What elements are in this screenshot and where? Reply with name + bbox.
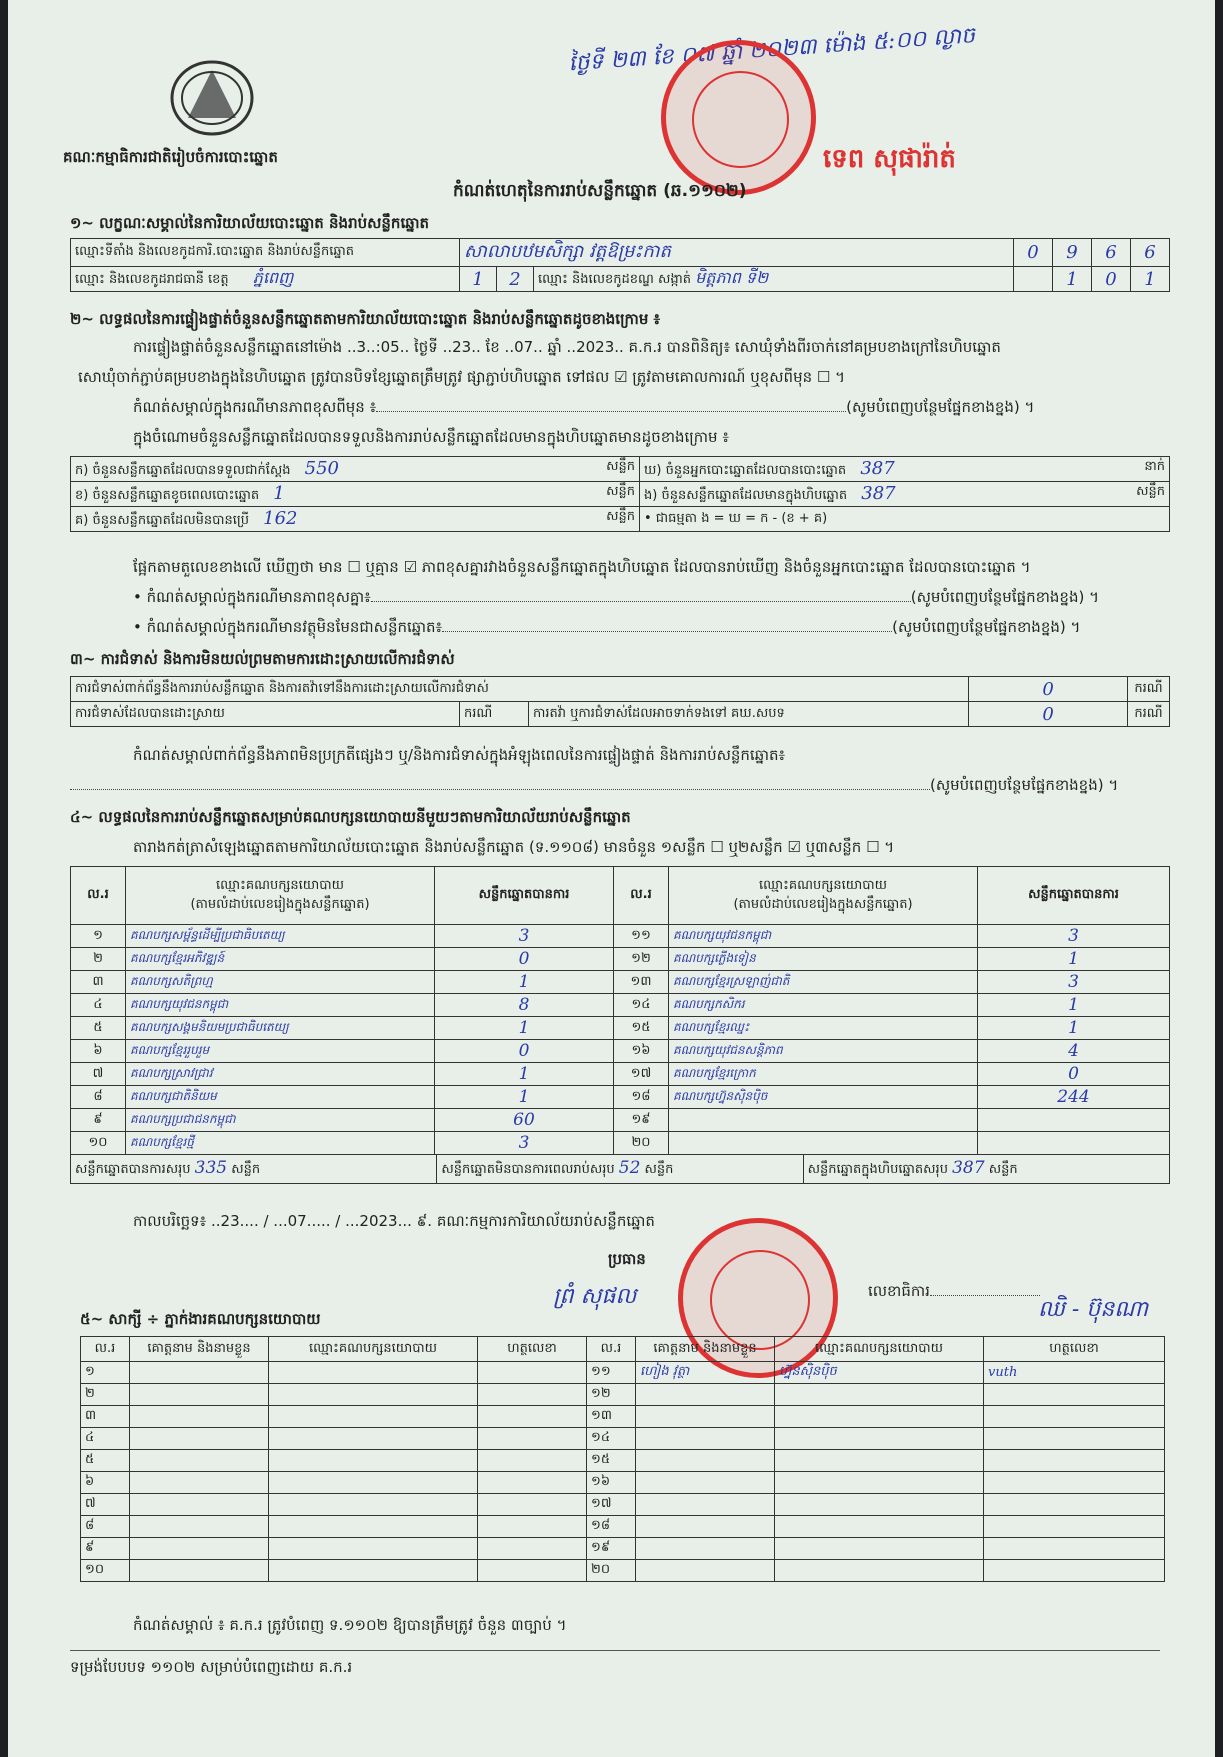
complaints-table — [70, 676, 1170, 727]
col-party: ឈ្មោះគណបក្សនយោបាយ (តាមលំដាប់លេខរៀងក្នុងសន្លឹកឆ្នោត) — [669, 867, 978, 925]
table-row — [81, 1384, 1165, 1406]
footer-rule — [70, 1650, 1160, 1651]
row-number: ៦ — [81, 1472, 130, 1494]
witness-signature: vuth — [984, 1362, 1165, 1384]
party-name: គណបក្សយុវជនកម្ពុជា — [126, 994, 435, 1017]
total-box-value: 387 — [952, 1158, 985, 1178]
col-signature: ហត្ថលេខា — [478, 1337, 587, 1362]
table-row — [81, 1450, 1165, 1472]
party-name: គណបក្សយុវជនកម្ពុជា — [669, 925, 978, 948]
party-name — [669, 1132, 978, 1155]
witness-signature — [478, 1362, 587, 1384]
row-number: ១៩ — [614, 1109, 669, 1132]
party-votes: 0 — [435, 1040, 614, 1063]
ballot-row-b: ខ) ចំនួនសន្លឹកឆ្នោតខូចពេលបោះឆ្នោត 1 សន្លឹក ង) ចំនួនសន្លឹកឆ្នោតដែលមានក្នុងហិបឆ្នោត 387 សន្លឹក — [71, 482, 1170, 507]
note-non-ballot: • កំណត់សម្គាល់ក្នុងករណីមានវត្ថុមិនមែនជាសន្លឹកឆ្នោត៖ (សូមបំពេញបន្ថែមផ្នែកខាងខ្នង) ។ — [133, 618, 1081, 636]
document-page — [8, 0, 1215, 1757]
row-number: ១០ — [81, 1560, 130, 1582]
location-code-digit: 6 — [1131, 239, 1170, 267]
col-votes: សន្លឹកឆ្នោតបានការ — [435, 867, 614, 925]
witness-name — [636, 1428, 775, 1450]
row-number: ៨ — [71, 1086, 126, 1109]
witness-name — [130, 1428, 269, 1450]
row-number: ១៣ — [614, 971, 669, 994]
col-party: ឈ្មោះគណបក្សនយោបាយ — [775, 1337, 984, 1362]
table-row — [81, 1560, 1165, 1582]
witness-party — [269, 1362, 478, 1384]
witness-signature — [478, 1538, 587, 1560]
party-name: គណបក្សប្រជាជនកម្ពុជា — [126, 1109, 435, 1132]
col-signature: ហត្ថលេខា — [984, 1337, 1165, 1362]
party-name: គណបក្សសម្ព័ន្ធដើម្បីប្រជាធិបតេយ្យ — [126, 925, 435, 948]
row-number: ១១ — [587, 1362, 636, 1384]
party-votes: 1 — [435, 1063, 614, 1086]
row-number: ១២ — [587, 1384, 636, 1406]
note-difference: • កំណត់សម្គាល់ក្នុងករណីមានភាពខុសគ្នា៖ (សូមបំពេញបន្ថែមផ្នែកខាងខ្នង) ។ — [133, 588, 1099, 606]
row-number: ៦ — [71, 1040, 126, 1063]
party-votes: 0 — [435, 948, 614, 971]
province-code-digit: 1 — [460, 267, 497, 292]
witness-name: ហៀង វុត្ថា — [636, 1362, 775, 1384]
witness-name — [130, 1362, 269, 1384]
party-votes: 0 — [978, 1063, 1170, 1086]
table-row — [81, 1538, 1165, 1560]
footnote: កំណត់សម្គាល់ ៖ គ.ក.រ ត្រូវបំពេញ ទ.១១០២ ឱ្យបានត្រឹមត្រូវ ចំនួន ៣ច្បាប់ ។ — [133, 1616, 567, 1634]
party-name: គណបក្សខ្មែរក្រោក — [669, 1063, 978, 1086]
witness-party — [775, 1494, 984, 1516]
total-valid-value: 335 — [194, 1158, 228, 1178]
row-number: ២០ — [587, 1560, 636, 1582]
table-row — [71, 971, 1170, 994]
section5-heading: ៥~ សាក្សី ÷ ភ្នាក់ងារគណបក្សនយោបាយ — [80, 1310, 321, 1328]
col-no: ល.រ — [587, 1337, 636, 1362]
table-row — [71, 948, 1170, 971]
witness-name — [636, 1516, 775, 1538]
party-votes: 3 — [978, 971, 1170, 994]
witness-party — [269, 1560, 478, 1582]
witness-signature — [984, 1516, 1165, 1538]
witness-party — [269, 1450, 478, 1472]
witness-signature — [478, 1450, 587, 1472]
party-rows — [71, 925, 1170, 1155]
province-label: ឈ្មោះ និងលេខកូដរាជធានី ខេត្ត ភ្នំពេញ — [71, 267, 460, 292]
district-code-digit: 0 — [1092, 267, 1131, 292]
district-value: មិត្តភាព ទី២ — [695, 268, 769, 287]
table-row — [71, 1017, 1170, 1040]
table-row — [81, 1494, 1165, 1516]
party-name: គណបក្សភ្លើងទៀន — [669, 948, 978, 971]
row-number: ១ — [71, 925, 126, 948]
witness-signature — [478, 1472, 587, 1494]
col-votes: សន្លឹកឆ្នោតបានការ — [978, 867, 1170, 925]
committee-name: គណៈកម្មាធិការជាតិរៀបចំការបោះឆ្នោត — [63, 148, 278, 166]
witness-party — [775, 1428, 984, 1450]
party-votes: 1 — [978, 1017, 1170, 1040]
witness-signature — [984, 1560, 1165, 1582]
party-name: គណបក្សខ្មែររួបរួម — [126, 1040, 435, 1063]
resolved-label: ការជំទាស់ដែលបានដោះស្រាយ — [71, 702, 460, 727]
witness-name — [130, 1384, 269, 1406]
section3-heading: ៣~ ការជំទាស់ និងការមិនយល់ព្រមតាមការដោះស្រាយលើការជំទាស់ — [70, 650, 455, 668]
witness-signature — [478, 1384, 587, 1406]
row-number: ១៥ — [614, 1017, 669, 1040]
table-row — [71, 1132, 1170, 1155]
witness-signature — [478, 1428, 587, 1450]
section4-heading: ៤~ លទ្ធផលនៃការរាប់សន្លឹកឆ្នោតសម្រាប់គណបក្សនយោបាយនីមួយៗតាមការិយាល័យរាប់សន្លឹកឆ្នោត — [70, 808, 631, 826]
witness-name — [130, 1472, 269, 1494]
table-row — [71, 1040, 1170, 1063]
table-row — [81, 1362, 1165, 1384]
row-number: ១២ — [614, 948, 669, 971]
party-votes: 3 — [435, 925, 614, 948]
results-intro: ក្នុងចំណោមចំនួនសន្លឹកឆ្នោតដែលបានទទួលនិងការរាប់សន្លឹកឆ្នោតដែលមានក្នុងហិបឆ្នោតមានដូចខាងក្រោម ៖ — [133, 428, 729, 446]
table-row — [71, 925, 1170, 948]
party-votes: 1 — [978, 948, 1170, 971]
witness-signature — [984, 1450, 1165, 1472]
table-row — [81, 1406, 1165, 1428]
row-number: ៤ — [71, 994, 126, 1017]
row-number: ៧ — [71, 1063, 126, 1086]
party-name: គណបក្សខ្មែរអភិវឌ្ឍន៍ — [126, 948, 435, 971]
row-number: ៥ — [81, 1450, 130, 1472]
district-label: ឈ្មោះ និងលេខកូដខណ្ឌ សង្កាត់ មិត្តភាព ទី២ — [534, 267, 1014, 292]
official-stamp-top — [661, 40, 816, 195]
party-name: គណបក្សស្រាវជ្រាវ — [126, 1063, 435, 1086]
party-votes: 60 — [435, 1109, 614, 1132]
party-name — [669, 1109, 978, 1132]
province-code-digit: 2 — [497, 267, 534, 292]
witness-party — [775, 1516, 984, 1538]
witness-signature — [478, 1494, 587, 1516]
location-table — [70, 238, 1170, 292]
table-row — [71, 1086, 1170, 1109]
row-number: ១១ — [614, 925, 669, 948]
col-party: ឈ្មោះគណបក្សនយោបាយ — [269, 1337, 478, 1362]
witness-signature — [984, 1472, 1165, 1494]
row-number: ១៩ — [587, 1538, 636, 1560]
appeal-value: 0 — [969, 702, 1128, 727]
witness-party — [269, 1428, 478, 1450]
party-votes: 8 — [435, 994, 614, 1017]
witness-name — [636, 1384, 775, 1406]
row-number: ៨ — [81, 1516, 130, 1538]
witness-party — [775, 1406, 984, 1428]
party-votes: 1 — [435, 1086, 614, 1109]
col-no: ល.រ — [81, 1337, 130, 1362]
party-name: គណបក្សខ្មែរស្រឡាញ់ជាតិ — [669, 971, 978, 994]
note-incorrect-label: កំណត់សម្គាល់ក្នុងករណីមានភាពខុសពីមុន ៖ (សូមបំពេញបន្ថែមផ្នែកខាងខ្នង) ។ — [133, 398, 1035, 416]
party-name: គណបក្សហ្វ៊ុនស៊ិនប៉ិច — [669, 1086, 978, 1109]
row-number: ១០ — [71, 1132, 126, 1155]
form-title: កំណត់ហេតុនៃការរាប់សន្លឹកឆ្នោត (ឆ.១១០២) — [453, 181, 747, 201]
location-value: សាលាបឋមសិក្សា វត្តឱម្រះកាត — [460, 239, 1014, 267]
formula-note: • ជាធម្មតា ង = ឃ = ក - (ខ + គ) — [640, 507, 1170, 532]
party-name: គណបក្សកសិករ — [669, 994, 978, 1017]
total-invalid-value: 52 — [618, 1158, 641, 1178]
col-name: គោត្តនាម និងនាមខ្លួន — [130, 1337, 269, 1362]
witness-signature — [478, 1516, 587, 1538]
row-number: ៤ — [81, 1428, 130, 1450]
complaints-label: ការជំទាស់ពាក់ព័ន្ធនឹងការរាប់សន្លឹកឆ្នោត និងការតវ៉ាទៅនឹងការដោះស្រាយលើការជំទាស់ — [71, 677, 969, 702]
location-label: ឈ្មោះទីតាំង និងលេខកូដការិ.បោះឆ្នោត និងរាប់សន្លឹកឆ្នោត — [71, 239, 460, 267]
unit-cases: ករណី — [1128, 677, 1170, 702]
witness-table — [80, 1336, 1165, 1582]
party-votes: 4 — [978, 1040, 1170, 1063]
witness-name — [130, 1516, 269, 1538]
witness-party — [269, 1516, 478, 1538]
row-number: ៥ — [71, 1017, 126, 1040]
witness-signature — [984, 1384, 1165, 1406]
table-row — [81, 1516, 1165, 1538]
row-number: ១៧ — [614, 1063, 669, 1086]
date-line: កាលបរិច្ឆេទ៖ ..23.... / ...07..... / ...2023... ៩. គណៈកម្មការការិយាល័យរាប់សន្លឹកឆ្នោត — [133, 1212, 655, 1230]
section2-paragraph-2: សោឃុំចាក់ភ្ជាប់គម្របខាងក្នុងនៃហិបឆ្នោត ត្រូវបានបិទខ្សែឆ្នោតត្រឹមត្រូវ ផ្សាភ្ជាប់ហិបឆ្នោត ទៅផល ☑ ត្រូវតាមគោលការណ៍ ឬខុសពីមុន ☐ ។ — [78, 368, 845, 386]
section1-heading: ១~ លក្ខណៈសម្គាល់នៃការិយាល័យបោះឆ្នោត និងរាប់សន្លឹកឆ្នោត — [70, 214, 430, 232]
witness-signature — [984, 1538, 1165, 1560]
section2-paragraph-1: ការផ្ទៀងផ្ទាត់ចំនួនសន្លឹកឆ្នោតនៅម៉ោង ..3..:05.. ថ្ងៃទី ..23.. ខែ ..07.. ឆ្នាំ ..2023.. គ.ក.រ បានពិនិត្យ៖ សោឃុំទាំងពីរចាក់នៅគម្របខាងក្រៅនៃហិបឆ្នោត — [133, 338, 1001, 356]
secretary-signature: ឈិ - ប៊ុនណា — [1038, 1297, 1149, 1322]
party-name: គណបក្សសតិព្រហ្ម — [126, 971, 435, 994]
witness-name — [130, 1450, 269, 1472]
table-row — [71, 1063, 1170, 1086]
emblem-logo — [168, 58, 256, 138]
row-number: ២០ — [614, 1132, 669, 1155]
totals-row — [71, 1155, 1170, 1184]
row-number: ១៧ — [587, 1494, 636, 1516]
province-value: ភ្នំពេញ — [252, 268, 294, 287]
unit-cases: ករណី — [1128, 702, 1170, 727]
witness-party — [775, 1538, 984, 1560]
total-valid-cell: សន្លឹកឆ្នោតបានការសរុប 335 សន្លឹក — [71, 1155, 437, 1183]
table-row — [81, 1428, 1165, 1450]
witness-name — [130, 1560, 269, 1582]
witness-party: ហ្វ៊ុនស៊ិនប៉ិច — [775, 1362, 984, 1384]
witness-party — [269, 1494, 478, 1516]
ballot-count-table — [70, 456, 1170, 532]
party-votes-table — [70, 866, 1170, 1184]
row-number: ២ — [71, 948, 126, 971]
witness-signature — [984, 1494, 1165, 1516]
witness-name — [130, 1538, 269, 1560]
row-number: ១៥ — [587, 1450, 636, 1472]
witness-party — [269, 1538, 478, 1560]
witness-party — [269, 1406, 478, 1428]
party-name: គណបក្សខ្មែរថ្មី — [126, 1132, 435, 1155]
district-code-digit: 1 — [1053, 267, 1092, 292]
irregularity-fill: (សូមបំពេញបន្ថែមផ្នែកខាងខ្នង) ។ — [70, 776, 1170, 798]
chair-signature: ព្រំ សុផល — [553, 1284, 637, 1309]
party-votes: 3 — [435, 1132, 614, 1155]
party-name: គណបក្សជាតិនិយម — [126, 1086, 435, 1109]
unit-cases: ករណី — [460, 702, 529, 727]
col-name: គោត្តនាម និងនាមខ្លួន — [636, 1337, 775, 1362]
location-code-digit: 0 — [1014, 239, 1053, 267]
row-number: ១៨ — [587, 1516, 636, 1538]
row-number: ១ — [81, 1362, 130, 1384]
witness-name — [636, 1406, 775, 1428]
col-no: ល.រ — [614, 867, 669, 925]
witness-party — [269, 1384, 478, 1406]
secretary-label: លេខាធិការ — [868, 1282, 1040, 1304]
row-number: ១៦ — [587, 1472, 636, 1494]
total-box-cell: សន្លឹកឆ្នោតក្នុងហិបឆ្នោតសរុប 387 សន្លឹក — [807, 1158, 1018, 1178]
row-number: ១៣ — [587, 1406, 636, 1428]
table-row — [71, 1109, 1170, 1132]
form-note: ទម្រង់បែបបទ ១១០២ សម្រាប់បំពេញដោយ គ.ក.រ — [70, 1658, 353, 1676]
witness-party — [775, 1472, 984, 1494]
comparison-statement: ផ្អែកតាមតួលេខខាងលើ ឃើញថា មាន ☐ ឬគ្មាន ☑ ភាពខុសគ្នារវាងចំនួនសន្លឹកឆ្នោតក្នុងហិបឆ្នោត ដែលបានរាប់ឃើញ និងចំនួនអ្នកបោះឆ្នោត ដែលបានបោះឆ្នោត ។ — [133, 558, 1031, 576]
witness-party — [775, 1450, 984, 1472]
party-votes: 1 — [435, 1017, 614, 1040]
table-row — [71, 994, 1170, 1017]
witness-party — [775, 1560, 984, 1582]
witness-name — [130, 1406, 269, 1428]
party-name: គណបក្សសង្គមនិយមប្រជាធិបតេយ្យ — [126, 1017, 435, 1040]
party-name: គណបក្សខ្មែរឈ្នះ — [669, 1017, 978, 1040]
district-code-digit: 1 — [1131, 267, 1170, 292]
table-row — [81, 1472, 1165, 1494]
col-no: ល.រ — [71, 867, 126, 925]
witness-name — [636, 1450, 775, 1472]
section4-intro: តារាងកត់ត្រាសំឡេងឆ្នោតតាមការិយាល័យបោះឆ្នោត និងរាប់សន្លឹកឆ្នោត (ទ.១១០៨) មានចំនួន ១សន្លឹក ☐ ឬ២សន្លឹក ☑ ឬ៣សន្លឹក ☐ ។ — [133, 838, 895, 856]
row-number: ២ — [81, 1384, 130, 1406]
witness-name — [636, 1494, 775, 1516]
witness-signature — [478, 1560, 587, 1582]
party-votes — [978, 1132, 1170, 1155]
party-votes: 1 — [435, 971, 614, 994]
witness-signature — [984, 1406, 1165, 1428]
party-votes: 1 — [978, 994, 1170, 1017]
location-code-digit: 6 — [1092, 239, 1131, 267]
voters-voted-value: 387 — [860, 457, 895, 479]
party-name: គណបក្សយុវជនសន្តិភាព — [669, 1040, 978, 1063]
appeal-label: ការតវ៉ា ឬការជំទាស់ដែលអាចទាក់ទងទៅ គឃ.សបទ — [529, 702, 969, 727]
handwritten-date-note: ថ្ងៃទី ២៣ ខែ ០៧ ឆ្នាំ ២០២៣ ម៉ោង ៥:០០ ល្ងាច — [567, 23, 976, 77]
row-number: ៩ — [81, 1538, 130, 1560]
ballots-received-value: 550 — [304, 457, 340, 479]
party-votes: 3 — [978, 925, 1170, 948]
ballots-unused-value: 162 — [263, 507, 298, 529]
row-number: ៧ — [81, 1494, 130, 1516]
witness-signature — [984, 1428, 1165, 1450]
witness-name — [636, 1560, 775, 1582]
stamp-name: ទេព សុផារ៉ាត់ — [823, 144, 956, 174]
witness-name — [130, 1494, 269, 1516]
irregularity-note: កំណត់សម្គាល់ពាក់ព័ន្ធនឹងភាពមិនប្រក្រតីផ្សេងៗ ឬ/និងការជំទាស់ក្នុងអំឡុងពេលនៃការផ្ទៀងផ្ទាត់ និងការរាប់សន្លឹកឆ្នោត៖ — [133, 746, 786, 764]
row-number: ៣ — [71, 971, 126, 994]
witness-name — [636, 1538, 775, 1560]
total-invalid-cell: សន្លឹកឆ្នោតមិនបានការពេលរាប់សរុប 52 សន្លឹក — [437, 1155, 803, 1183]
ballots-spoiled-value: 1 — [273, 482, 285, 504]
witness-name — [636, 1472, 775, 1494]
section2-heading: ២~ លទ្ធផលនៃការផ្ទៀងផ្ទាត់ចំនួនសន្លឹកឆ្នោតតាមការិយាល័យបោះឆ្នោត និងរាប់សន្លឹកឆ្នោតដូចខាងក្រោម ៖ — [70, 310, 661, 328]
party-votes — [978, 1109, 1170, 1132]
row-number: ១៤ — [587, 1428, 636, 1450]
party-votes: 244 — [978, 1086, 1170, 1109]
col-party: ឈ្មោះគណបក្សនយោបាយ (តាមលំដាប់លេខរៀងក្នុងសន្លឹកឆ្នោត) — [126, 867, 435, 925]
ballot-row-a: ក) ចំនួនសន្លឹកឆ្នោតដែលបានទទួលជាក់ស្តែង 550 សន្លឹក ឃ) ចំនួនអ្នកបោះឆ្នោតដែលបានបោះឆ្នោត 387 នាក់ — [71, 457, 1170, 482]
row-number: ១៤ — [614, 994, 669, 1017]
witness-party — [775, 1384, 984, 1406]
chair-label: ប្រធាន — [608, 1250, 646, 1268]
row-number: ១៦ — [614, 1040, 669, 1063]
witness-signature — [478, 1406, 587, 1428]
witness-rows — [81, 1362, 1165, 1582]
row-number: ៩ — [71, 1109, 126, 1132]
row-number: ៣ — [81, 1406, 130, 1428]
witness-party — [269, 1472, 478, 1494]
location-code-digit: 9 — [1053, 239, 1092, 267]
complaints-value: 0 — [969, 677, 1128, 702]
ballots-in-box-value: 387 — [861, 482, 896, 504]
row-number: ១៨ — [614, 1086, 669, 1109]
ballot-row-c: គ) ចំនួនសន្លឹកឆ្នោតដែលមិនបានប្រើ 162 សន្លឹក • ជាធម្មតា ង = ឃ = ក - (ខ + គ) — [71, 507, 1170, 532]
